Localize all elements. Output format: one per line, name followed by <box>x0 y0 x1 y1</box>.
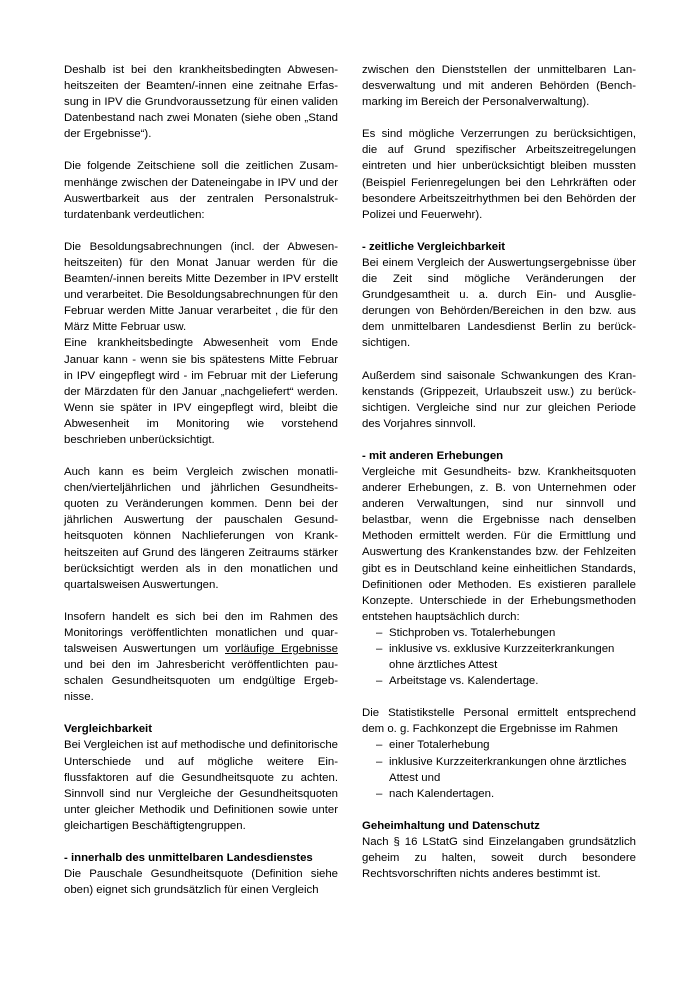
paragraph-dienststellen: zwischen den Dienststellen der unmittelbaren Landesverwaltung und mit anderen Behörden (Benchmarking im Bereich der Personalverwaltung). <box>362 64 636 109</box>
paragraph-andere-erhebungen: Vergleiche mit Gesundheits- bzw. Krankheitsquoten anderer Erhebungen, z. B. von Unternehmen oder anderen Verwaltungen, sind nur sinnvoll und belastbar, wenn die Ergebnisse nach denselben Methoden ermittelt werden. Für die Ermittlung und Auswertung des Krankenstandes bzw. der Fehlzeiten gibt es in Deutschland keine einheitlichen Standards, Definitionen oder Methoden. Es existieren parallele Konzepte. Unterschiede in der Erhebungsmethoden entstehen hauptsächlich durch: <box>362 465 636 623</box>
zeitschiene-block <box>64 239 338 448</box>
list-item: – nach Kalendertagen. <box>376 786 636 802</box>
list-methoden-unterschiede <box>362 625 636 689</box>
list-fachkonzept <box>362 737 636 801</box>
list-item: – einer Totalerhebung <box>376 737 636 753</box>
heading-zeitlich: - zeitliche Vergleichbarkeit <box>362 240 506 253</box>
section-zeitlich <box>362 239 636 352</box>
paragraph-nachlieferung: Eine krankheitsbedingte Abwesenheit vom Ende Januar kann - wenn sie bis spätestens Mitte Februar in IPV eingepflegt wird - im Februar mit der Lieferung der Märzdaten für den Januar „nachgeliefert“ werden. Wenn sie später in IPV eingepflegt wird, bleibt die Abwesenheit im Monitoring wie vorstehend beschrieben unberücksichtigt. <box>64 337 338 446</box>
list-item: – inklusive Kurzzeiterkrankungen ohne ärztliches Attest und <box>376 754 636 786</box>
heading-vergleichbarkeit: Vergleichbarkeit <box>64 723 153 736</box>
paragraph-besoldung: Die Besoldungsabrechnungen (incl. der Abwesenheitszeiten) für den Monat Januar werden für die Beamten/-innen bereits Mitte Dezember in IPV erstellt und verarbeitet. Die Besoldungsabrechnungen für den Februar werden Mitte Januar verarbeitet , die für den März Mitte Februar usw. <box>64 240 338 334</box>
paragraph-vergleich-quoten: Auch kann es beim Vergleich zwischen monatlichen/vierteljährlichen und jährlichen Gesundheitsquoten zu Veränderungen kommen. Denn bei der jährlichen Auswertung der pauschalen Gesundheitsquoten können Nachlieferungen von Krankheitszeiten auf Grund des längeren Zeitraums stärker berücksichtigt werden als in den monatlichen und quartalsweisen Auswertungen. <box>64 466 338 591</box>
paragraph-vergleichbarkeit: Bei Vergleichen ist auf methodische und definitorische Unterschiede und auf mögliche weitere Einflussfaktoren auf die Gesundheitsquote zu achten. Sinnvoll sind nur Vergleiche der Gesundheitsquoten unter gleicher Methodik und Definitionen sowie unter gleichartigen Beschäftigtengruppen. <box>64 739 338 832</box>
text-after: und bei den im Jahresbericht veröffentlichten pauschalen Gesundheitsquoten um endgültige Ergebnisse. <box>64 659 338 704</box>
left-column <box>64 62 338 914</box>
list-item: – Arbeitstage vs. Kalendertage. <box>376 673 636 689</box>
heading-geheimhaltung: Geheimhaltung und Datenschutz <box>362 819 540 832</box>
list-item: – inklusive vs. exklusive Kurzzeiterkrankungen ohne ärztliches Attest <box>376 641 636 673</box>
paragraph-geheimhaltung: Nach § 16 LStatG sind Einzelangaben grundsätzlich geheim zu halten, soweit durch besondere Rechtsvorschriften nichts anderes bestimmt ist. <box>362 835 636 881</box>
heading-innerhalb: - innerhalb des unmittelbaren Landesdienstes <box>64 852 313 865</box>
paragraph-zeitschiene-intro: Die folgende Zeitschiene soll die zeitlichen Zusammenhänge zwischen der Dateneingabe in IPV und der Auswertbarkeit aus der zentralen Personalstrukturdatenbank verdeutlichen: <box>64 160 338 221</box>
list-item: – Stichproben vs. Totalerhebungen <box>376 625 636 641</box>
paragraph-zeitlich: Bei einem Vergleich der Auswertungsergebnisse über die Zeit sind mögliche Veränderungen der Grundgesamtheit u. a. durch Ein- und Ausgliederungen von Behörden/Bereichen in den bzw. aus dem unmittelbaren Landesdienst Berlin zu berücksichtigen. <box>362 256 636 350</box>
paragraph-verzerrungen: Es sind mögliche Verzerrungen zu berücksichtigen, die auf Grund spezifischer Arbeitszeitregelungen eintreten und hier unberücksichtigt bleiben mussten (Beispiel Ferienregelungen bei den Lehrkräften oder besondere Arbeitszeitrhythmen bei den Behörden der Polizei und Feuerwehr). <box>362 128 636 221</box>
underlined-text: vorläufige Ergebnisse <box>225 643 338 655</box>
text-before: Insofern handelt es sich bei den im Rahmen des Monitorings veröffentlichten monatlichen und quartalsweisen Auswertungen um <box>64 610 338 655</box>
section-statistikstelle <box>362 705 636 802</box>
paragraph-saisonal: Außerdem sind saisonale Schwankungen des Krankenstands (Grippezeit, Urlaubszeit usw.) zu berücksichtigen. Vergleiche sind nur zur gleichen Periode des Vorjahres sinnvoll. <box>362 369 636 430</box>
section-geheimhaltung <box>362 818 636 882</box>
section-innerhalb <box>64 850 338 898</box>
heading-andere-erhebungen: - mit anderen Erhebungen <box>362 449 504 462</box>
paragraph-vorlaeufige-ergebnisse <box>64 609 338 706</box>
paragraph-pauschale-quote: Die Pauschale Gesundheitsquote (Definition siehe oben) eignet sich grundsätzlich für einen Vergleich <box>64 868 338 897</box>
paragraph-erfassung: Deshalb ist bei den krankheitsbedingten Abwesenheitszeiten der Beamten/-innen eine zeitnahe Erfassung in IPV die Grundvoraussetzung für einen validen Datenbestand nach zwei Monaten (siehe oben „Stand der Ergebnisse“). <box>64 64 338 141</box>
section-vergleichbarkeit <box>64 721 338 834</box>
right-column <box>362 62 636 898</box>
paragraph-statistikstelle: Die Statistikstelle Personal ermittelt entsprechend dem o. g. Fachkonzept die Ergebnisse im Rahmen <box>362 707 636 736</box>
section-andere-erhebungen <box>362 448 636 689</box>
